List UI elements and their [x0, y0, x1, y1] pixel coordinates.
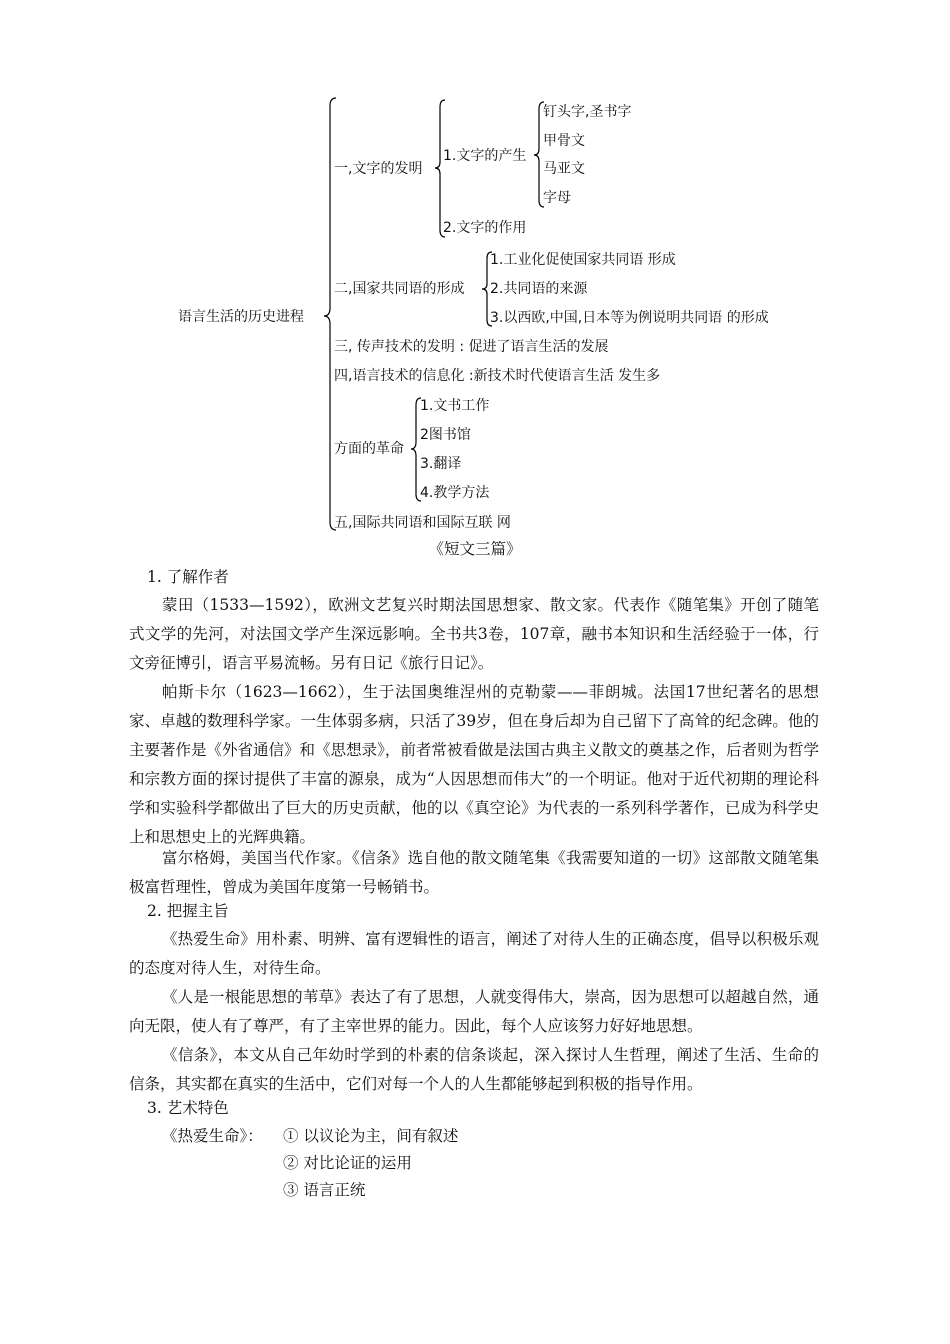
mindmap-root: 语言生活的历史进程: [178, 309, 304, 325]
section-3-label: 三, 传声技术的发明 : 促进了语言生活的发展: [334, 339, 609, 355]
leaf-item: 2.共同语的来源: [490, 281, 588, 297]
sub-1-2-label: 2.文字的作用: [443, 220, 527, 236]
leaf-item: 字母: [543, 190, 571, 206]
leaf-item: 2图书馆: [420, 427, 471, 443]
doc-title: 《短文三篇》: [428, 540, 522, 558]
section-2-label: 二,国家共同语的形成: [334, 281, 465, 297]
feature-item: ③ 语言正统: [283, 1181, 366, 1199]
leaf-item: 马亚文: [543, 161, 585, 177]
s1-brace: [435, 100, 445, 237]
paragraph: 帕斯卡尔（1623—1662），生于法国奥维涅州的克勒蒙——菲朗城。法国17世纪著名的思想家、卓越的数理科学家。一生体弱多病，只活了39岁，但在身后却为自己留下了高耸的纪念碑。他的主要著作是《外省通信》和《思想录》，前者常被看做是法国古典主义散文的奠基之作，后者则为哲学和宗教方面的探讨提供了丰富的源泉，成为“人因思想而伟大”的一个明证。他对于近代初期的理论科学和实验科学都做出了巨大的历史贡献，他的以《真空论》为代表的一系列科学著作，已成为科学史上和思想史上的光辉典籍。: [129, 683, 819, 846]
leaf-item: 1.文书工作: [420, 398, 490, 414]
paragraph: 《热爱生命》用朴素、明辨、富有逻辑性的语言，阐述了对待人生的正确态度，倡导以积极乐观的态度对待人生，对待生命。: [129, 930, 819, 977]
section-1-label: 一,文字的发明: [334, 161, 423, 177]
section-4b-label: 方面的革命: [334, 441, 404, 457]
paragraph: 富尔格姆，美国当代作家。《信条》选自他的散文随笔集《我需要知道的一切》这部散文随笔集极富哲理性，曾成为美国年度第一号畅销书。: [129, 849, 819, 896]
leaf-item: 3.以西欧,中国,日本等为例说明共同语 的形成: [490, 310, 769, 326]
leaf-item: 1.工业化促使国家共同语 形成: [490, 252, 676, 268]
leaf-item: 3.翻译: [420, 456, 462, 472]
leaf-item: 4.教学方法: [420, 485, 490, 501]
paragraph: 蒙田（1533—1592），欧洲文艺复兴时期法国思想家、散文家。代表作《随笔集》开创了随笔式文学的先河，对法国文学产生深远影响。全书共3卷，107章，融书本知识和生活经验于一体，行文旁征博引，语言平易流畅。另有日记《旅行日记》。: [129, 596, 819, 672]
section-2-heading: 2. 把握主旨: [147, 902, 229, 920]
leaf-item: 甲骨文: [543, 133, 585, 149]
paragraph: 《信条》，本文从自己年幼时学到的朴素的信条谈起，深入探讨人生哲理，阐述了生活、生命的信条，其实都在真实的生活中，它们对每一个人的人生都能够起到积极的指导作用。: [129, 1046, 819, 1093]
section-1-heading: 1. 了解作者: [147, 568, 229, 586]
section-5-label: 五,国际共同语和国际互联 网: [334, 515, 511, 531]
feature-label: 《热爱生命》：: [162, 1127, 263, 1145]
paragraph: 《人是一根能思想的苇草》表达了有了思想，人就变得伟大，崇高，因为思想可以超越自然，通向无限，使人有了尊严，有了主宰世界的能力。因此，每个人应该努力好好地思想。: [129, 988, 819, 1035]
feature-item: ② 对比论证的运用: [283, 1154, 412, 1172]
mindmap-braces: [0, 0, 950, 560]
leaf-item: 钉头字,圣书字: [543, 104, 632, 120]
sub-1-1-label: 1.文字的产生: [443, 148, 527, 164]
section-4-label: 四,语言技术的信息化 :新技术时代使语言生活 发生多: [334, 368, 661, 384]
section-3-heading: 3. 艺术特色: [147, 1099, 229, 1117]
feature-item: ① 以议论为主，间有叙述: [283, 1127, 459, 1145]
